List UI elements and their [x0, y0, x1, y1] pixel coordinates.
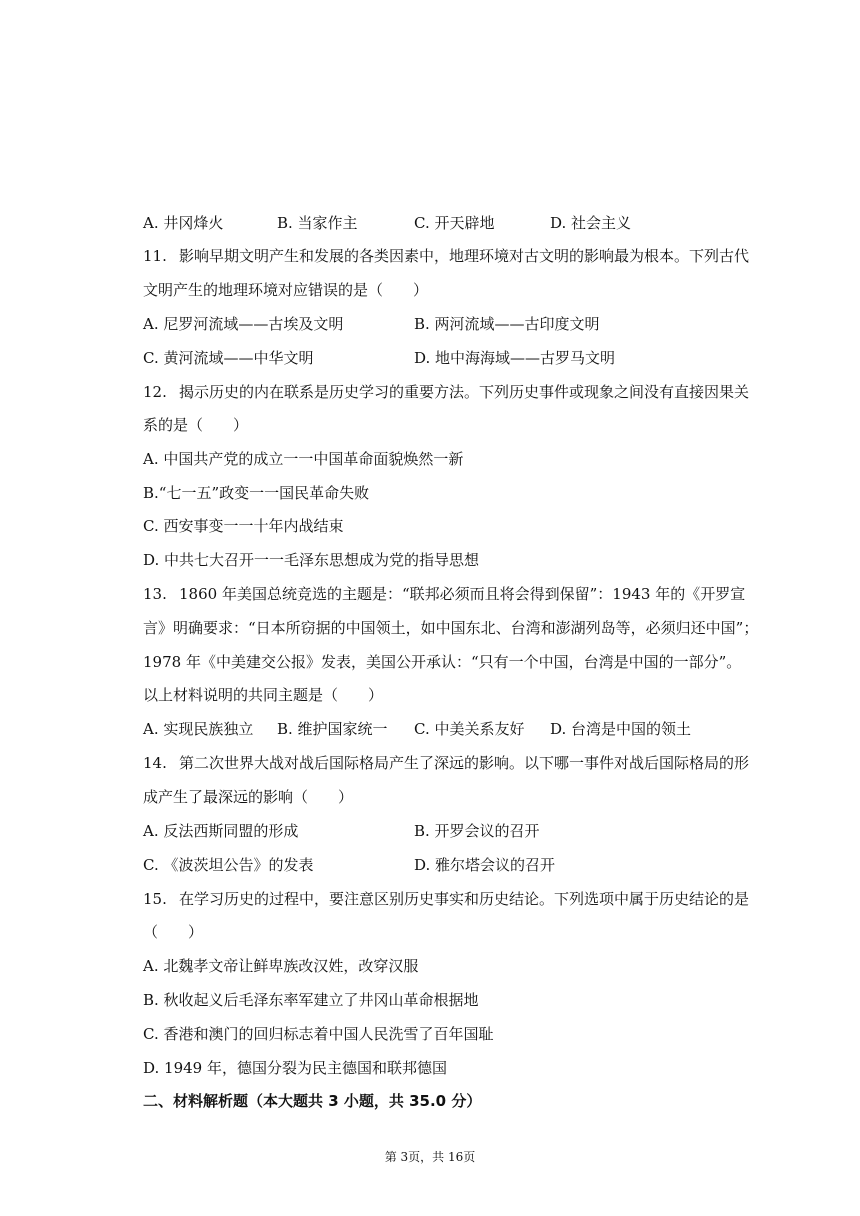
- q11-number: 11.: [143, 247, 167, 265]
- q12-number: 12.: [143, 383, 167, 401]
- q12-stem-line2: 系的是（ ）: [143, 416, 249, 434]
- q11-stem-line1: [143, 246, 749, 266]
- q11-option-d: D. 地中海海域——古罗马文明: [414, 349, 616, 367]
- q13-option-b: B. 维护国家统一: [277, 720, 388, 738]
- q12-text-1: 揭示历史的内在联系是历史学习的重要方法。下列历史事件或现象之间没有直接因果关: [179, 383, 750, 401]
- q15-number: 15.: [143, 890, 167, 908]
- q15-option-d: D. 1949 年，德国分裂为民主德国和联邦德国: [143, 1059, 447, 1077]
- q13-option-a: A. 实现民族独立: [143, 720, 254, 738]
- q14-option-c: C. 《波茨坦公告》的发表: [143, 856, 314, 874]
- q15-option-c: C. 香港和澳门的回归标志着中国人民洗雪了百年国耻: [143, 1025, 494, 1043]
- q15-option-a: A. 北魏孝文帝让鲜卑族改汉姓，改穿汉服: [143, 957, 419, 975]
- q13-stem-line3: 1978 年《中美建交公报》发表，美国公开承认：“只有一个中国，台湾是中国的一部分”。: [143, 653, 742, 671]
- q13-number: 13.: [143, 585, 167, 603]
- q15-stem-line2: （ ）: [143, 923, 204, 941]
- q15-text-1: 在学习历史的过程中，要注意区别历史事实和历史结论。下列选项中属于历史结论的是: [179, 890, 750, 908]
- q14-number: 14.: [143, 754, 167, 772]
- q13-text-1: 1860 年美国总统竞选的主题是：“联邦必须而且将会得到保留”：1943 年的《开罗宣: [179, 585, 746, 603]
- q14-stem-line1: [143, 753, 749, 773]
- q10-option-a: A. 井冈烽火: [143, 214, 224, 232]
- q13-option-d: D. 台湾是中国的领土: [550, 720, 692, 738]
- q14-text-1: 第二次世界大战对战后国际格局产生了深远的影响。以下哪一事件对战后国际格局的形: [179, 754, 750, 772]
- q13-option-c: C. 中美关系友好: [414, 720, 525, 738]
- q11-text-1: 影响早期文明产生和发展的各类因素中，地理环境对古文明的影响最为根本。下列古代: [179, 247, 750, 265]
- q14-option-a: A. 反法西斯同盟的形成: [143, 822, 299, 840]
- q13-stem-line4: 以上材料说明的共同主题是（ ）: [143, 686, 384, 704]
- q10-option-d: D. 社会主义: [550, 214, 632, 232]
- q11-option-c: C. 黄河流域——中华文明: [143, 349, 314, 367]
- q13-stem-line1: [143, 584, 745, 604]
- q12-option-b: B.“七一五”政变一一国民革命失败: [143, 484, 370, 502]
- q10-option-c: C. 开天辟地: [414, 214, 495, 232]
- q11-stem-line2: 文明产生的地理环境对应错误的是（ ）: [143, 281, 429, 299]
- q14-option-d: D. 雅尔塔会议的召开: [414, 856, 556, 874]
- page-footer: 第 3页，共 16页: [384, 1150, 476, 1164]
- q13-stem-line2: 言》明确要求：“日本所窃据的中国领土，如中国东北、台湾和澎湖列岛等，必须归还中国”；: [143, 619, 759, 637]
- q14-stem-line2: 成产生了最深远的影响（ ）: [143, 788, 354, 806]
- q15-stem-line1: [143, 889, 749, 909]
- section-heading: 二、材料解析题（本大题共 3 小题，共 35.0 分）: [143, 1092, 482, 1110]
- q12-option-d: D. 中共七大召开一一毛泽东思想成为党的指导思想: [143, 551, 480, 569]
- q12-option-c: C. 西安事变一一十年内战结束: [143, 517, 344, 535]
- q11-option-b: B. 两河流域——古印度文明: [414, 315, 600, 333]
- q11-option-a: A. 尼罗河流域——古埃及文明: [143, 315, 344, 333]
- q15-option-b: B. 秋收起义后毛泽东率军建立了井冈山革命根据地: [143, 991, 479, 1009]
- q10-option-b: B. 当家作主: [277, 214, 358, 232]
- q14-option-b: B. 开罗会议的召开: [414, 822, 540, 840]
- q12-option-a: A. 中国共产党的成立一一中国革命面貌焕然一新: [143, 450, 464, 468]
- q12-stem-line1: [143, 382, 749, 402]
